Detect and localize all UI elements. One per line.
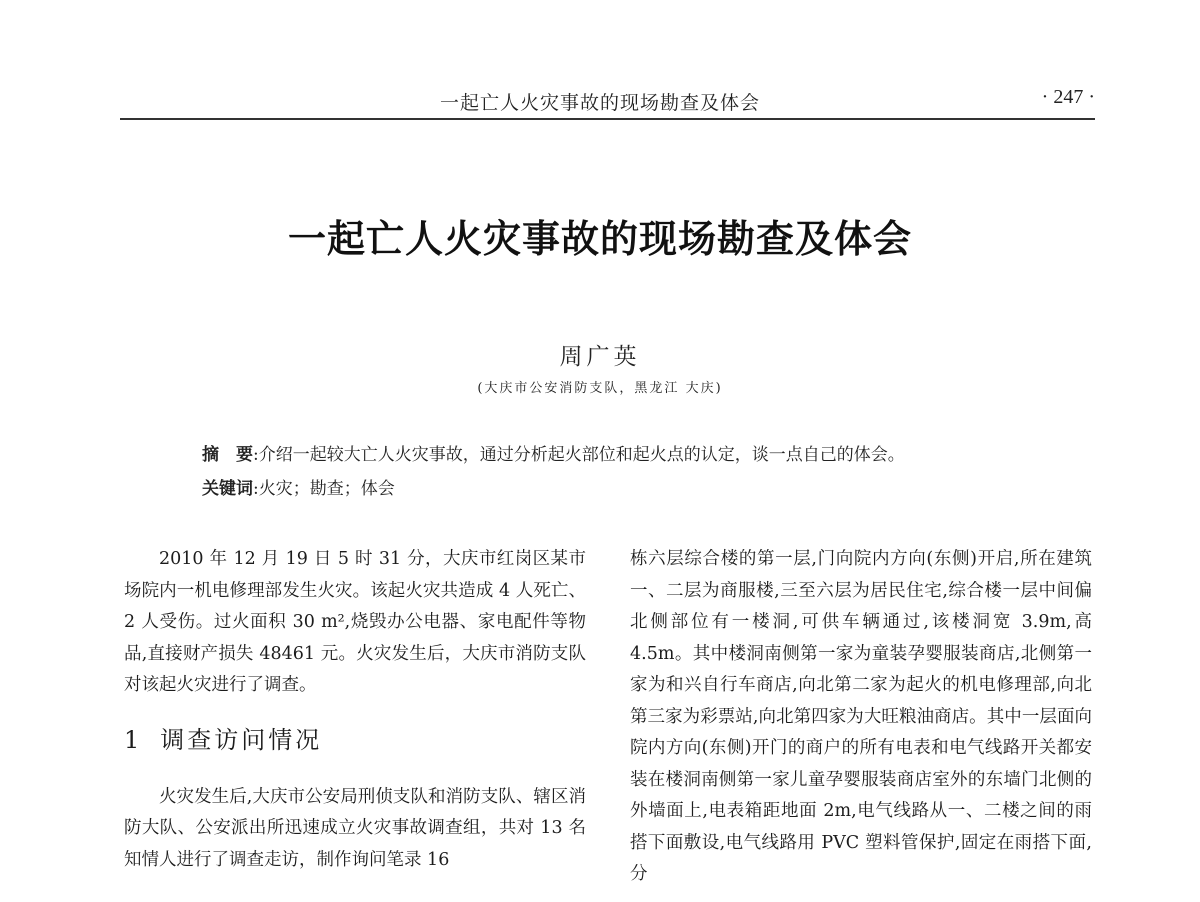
running-title: 一起亡人火灾事故的现场勘查及体会	[440, 92, 761, 114]
intro-paragraph: 2010 年 12 月 19 日 5 时 31 分，大庆市红岗区某市场院内一机电修理部发生火灾。该起火灾共造成 4 人死亡、2 人受伤。过火面积 30 m²,烧毁办公电器、家电配件等物品,直接财产损失 48461 元。火灾发生后，大庆市消防支队对该起火灾进行了调查。	[124, 549, 586, 695]
abstract-label: 摘 要	[202, 445, 253, 465]
right-paragraph: 栋六层综合楼的第一层,门向院内方向(东侧)开启,所在建筑一、二层为商服楼,三至六层为居民住宅,综合楼一层中间偏北侧部位有一楼洞,可供车辆通过,该楼洞宽 3.9m,高 4.5m。其中楼洞南侧第一家为童装孕婴服装商店,北侧第一家为和兴自行车商店,向北第二家为起火的机电修理部,向北第三家为彩票站,向北第四家为大旺粮油商店。其中一层面向院内方向(东侧)开门的商户的所有电表和电气线路开关都安装在楼洞南侧第一家儿童孕婴服装商店室外的东墙门北侧的外墙面上,电表箱距地面 2m,电气线路从一、二楼之间的雨搭下面敷设,电气线路用 PVC 塑料管保护,固定在雨搭下面,分	[630, 549, 1092, 884]
section-title: 调查访问情况	[160, 725, 323, 754]
article-title: 一起亡人火灾事故的现场勘查及体会	[287, 217, 912, 261]
page-number: · 247 ·	[1041, 86, 1095, 108]
affiliation: (大庆市公安消防支队，黑龙江 大庆)	[477, 381, 723, 396]
section-paragraph: 火灾发生后,大庆市公安局刑侦支队和消防支队、辖区消防大队、公安派出所迅速成立火灾事故调查组，共对 13 名知情人进行了调查走访，制作询问笔录 16	[124, 786, 586, 870]
keywords-text: :火灾；勘查；体会	[253, 479, 395, 499]
left-column	[124, 544, 586, 876]
section-heading	[124, 720, 586, 760]
header-rule	[120, 118, 1095, 120]
keywords	[202, 474, 395, 499]
section-number: 1	[124, 725, 143, 754]
abstract	[202, 440, 905, 465]
author: 周广英	[559, 344, 641, 370]
right-column	[630, 544, 1092, 891]
running-header	[120, 84, 1095, 114]
keywords-label: 关键词	[202, 479, 253, 499]
abstract-text: :介绍一起较大亡人火灾事故，通过分析起火部位和起火点的认定，谈一点自己的体会。	[253, 445, 905, 465]
